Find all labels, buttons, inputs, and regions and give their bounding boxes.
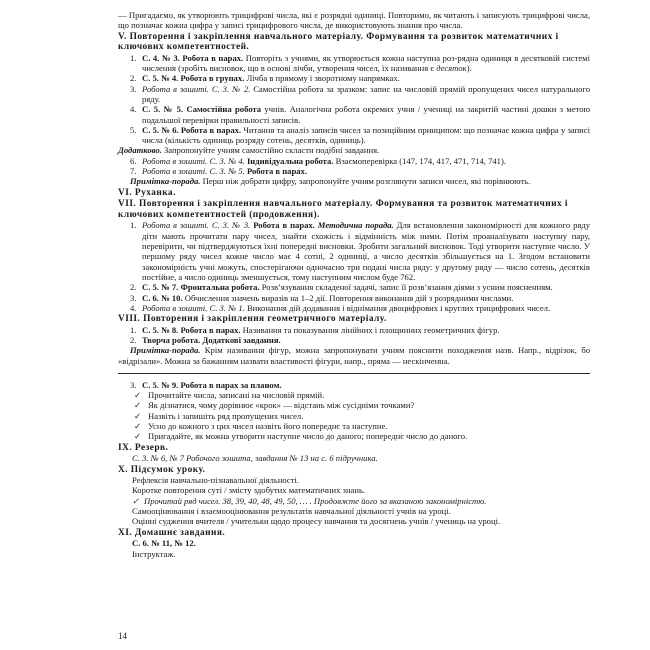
list-item: 4. Робота в зошиті. С. 3. № 1. Виконання дій додавання і віднімання двоцифрових і круглих трицифрових чисел.	[130, 302, 551, 313]
list-item: 5. С. 5. № 6. Робота в парах. Читання та аналіз записів чисел за позиційним принципом: що позначає кожна цифра у записі числа (кількість одиниць розряду сотень, десятків, одиниць).	[130, 124, 590, 146]
checkmark-icon: ✓	[134, 431, 142, 442]
list-item: ✓ Прочитай ряд чисел. 38, 39, 40, 48, 49, 50, … . Продовжте його за вказаною закономірністю.	[132, 495, 487, 506]
summary-line: Оцінні судження вчителя / учительки щодо процесу навчання та досягнень учнів / учениць на уроці.	[132, 516, 501, 527]
section-x-heading: X. Підсумок уроку.	[118, 464, 206, 475]
list-item: ✓ Як дізнатися, чому дорівнює «крок» — відстань між сусідніми точками?	[134, 400, 415, 411]
section-viii-tip: Примітка-порада. Крім називання фігур, можна запропонувати учням пояснити походження назв. Напр., відрізок, бо «відрізали». Можна за бажанням назвати властивості фігури, напр., пряма — нескінченна.	[118, 345, 590, 366]
list-item: ✓ Пригадайте, як можна утворити наступне число до даного; попереднє число до даного.	[134, 431, 468, 442]
additional-note: Додатково. Запропонуйте учням самостійно скласти подібні завдання.	[118, 145, 380, 156]
section-vii-heading: VII. Повторення і закріплення навчального матеріалу. Формування та розвиток математичних і ключових компетентностей (продовження).	[118, 199, 568, 220]
section-v-list-continued	[118, 156, 590, 177]
list-item: ✓ Усно до кожного з цих чисел назвіть його попереднє та наступне.	[134, 421, 388, 432]
section-ix-heading: IX. Резерв.	[118, 442, 169, 453]
section-xi-heading: XI. Домашнє завдання.	[118, 527, 226, 538]
summary-line: Коротке повторення суті / змісту здобутих математичних знань.	[132, 485, 366, 496]
list-item: 1. Робота в зошиті. С. 3. № 3. Робота в парах. Методична порада. Для встановлення закономірності для кожного ряду діти мають прочитати пару чисел, знайти схожість і відмінність між ними. Потім проаналізувати наступну пару, перевірити, чи підтверджуються їхні попередні висновки. Зробити загальний висновок. Тоді утворити наступне число. У першому ряду чисел кожне число має 4 сотні, 2 одиниці, а число десятків збільшується на 1. Згодом встановити закономірність учні можуть, спостерігаючи одночасно три подані числа ряду: у другому ряду — число сотень, десятків постійне, а число одиниць зменшується, тому наступним числом буде 762.	[130, 220, 590, 282]
summary-line: Рефлексія навчально-пізнавальної діяльності.	[132, 475, 300, 486]
checkmark-icon: ✓	[132, 495, 140, 506]
section-viii-heading: VIII. Повторення і закріплення геометричного матеріалу.	[118, 314, 387, 325]
list-item: ✓ Прочитайте числа, записані на числовій прямій.	[134, 390, 325, 401]
list-item: 2. Творча робота. Додаткові завдання.	[130, 334, 281, 345]
checkmark-icon: ✓	[134, 421, 142, 432]
checkmark-icon: ✓	[134, 400, 142, 411]
checkmark-icon: ✓	[134, 390, 142, 401]
section-v-list	[118, 53, 590, 146]
checkmark-icon: ✓	[134, 410, 142, 421]
reserve-text: С. 3. № 6, № 7 Робочого зошита, завдання № 13 на с. 6 підручника.	[132, 453, 378, 464]
section-divider	[118, 373, 590, 374]
homework-task: С. 6. № 11, № 12.	[132, 538, 196, 549]
list-item: 1. С. 4. № 3. Робота в парах. Повторіть з учнями, як утворюється кожна наступна роз-рядна одиниця в десятковій системі числення (зробіть висновок, що в основі лічби, утворення чисел, їх називання є десяток).	[130, 52, 591, 74]
list-item: 1. С. 5. № 8. Робота в парах. Називання та показування лінійних і площинних геометричних фігур.	[130, 324, 500, 335]
page-number: 14	[118, 631, 127, 641]
list-item: 3. С. 6. № 10. Обчислення значень виразів на 1–2 дії. Повторення виконання дій з розрядними числами.	[130, 292, 514, 303]
list-item: 3. Робота в зошиті. С. 3. № 2. Самостійна робота за зразком: запис на числовій прямій пропущених чисел натурального ряду.	[130, 83, 590, 104]
summary-line: Самооцінювання і взаємооцінювання результатів навчальної діяльності учнів на уроці.	[132, 506, 451, 517]
summary-checklist	[118, 496, 590, 506]
list-item: 2. С. 5. № 4. Робота в групах. Лічба в прямому і зворотному напрямках.	[130, 73, 400, 84]
list-item: ✓ Назвіть і запишіть ряд пропущених чисел.	[134, 410, 304, 421]
section-v-tip: Примітка-порада. Перш ніж добрати цифру, запропонуйте учням розглянути записи чисел, які порівнюють.	[130, 176, 531, 187]
section-vi-heading: VI. Руханка.	[118, 187, 176, 198]
list-item: 4. С. 5. № 5. Самостійна робота учнів. Аналогічна робота окремих учня / учениці на закритій частині дошки з метою подальшої перевірки правильності записів.	[130, 104, 591, 125]
section-vii-list	[118, 220, 590, 313]
homework-instruction: Інструктаж.	[132, 548, 176, 559]
list-item: 7. Робота в зошиті. С. 3. № 5. Робота в парах.	[130, 166, 307, 177]
intro-paragraph: — Пригадаємо, як утворюють трицифрові числа, які є розрядні одиниці. Повторимо, як читають і записують трицифрові числа, що позначає кожна цифра у записі трицифрового числа, де використовують знання про числа.	[118, 10, 590, 31]
task-3-list	[118, 380, 590, 390]
plan-checklist	[118, 390, 590, 441]
section-viii-list	[118, 325, 590, 346]
list-item: 2. С. 5. № 7. Фронтальна робота. Розв’язування складеної задачі, запис її розв’язання діями з усним поясненням.	[130, 282, 553, 293]
list-item: 6. Робота в зошиті. С. 3. № 4. Індивідуальна робота. Взаємоперевірка (147, 174, 417, 471, 714, 741).	[130, 155, 506, 166]
section-v-heading: V. Повторення і закріплення навчального матеріалу. Формування та розвиток математичних і ключових компетентностей.	[118, 31, 559, 53]
list-item: 3. С. 5. № 9. Робота в парах за планом.	[130, 379, 282, 390]
